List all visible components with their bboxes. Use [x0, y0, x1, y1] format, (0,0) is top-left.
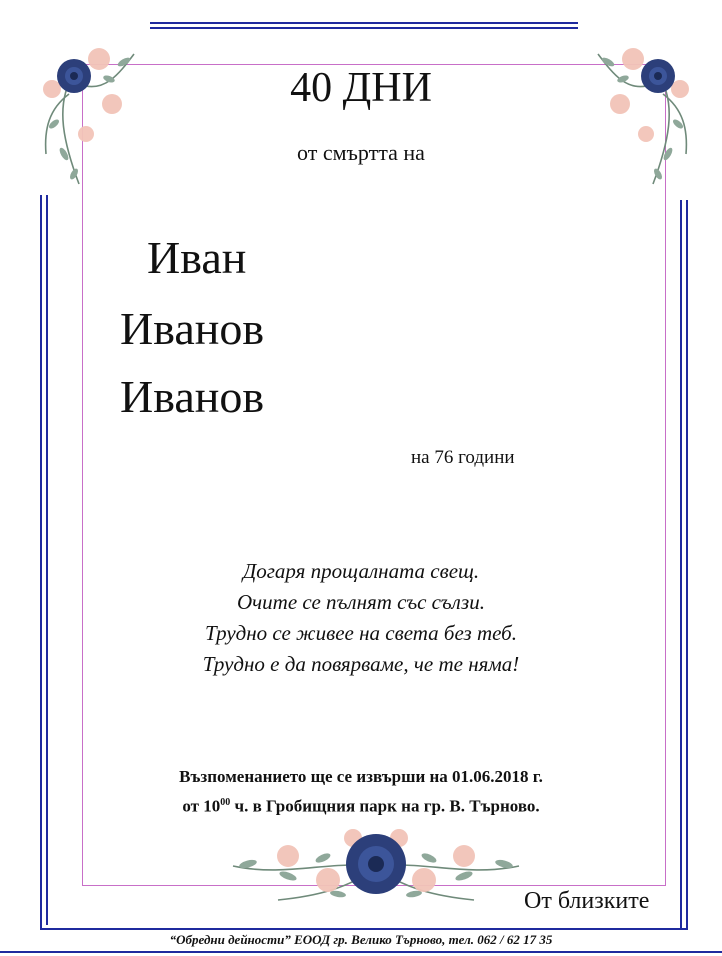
memorial-time-hour: от 10	[182, 796, 221, 816]
deceased-age: на 76 години	[411, 447, 515, 468]
frame-bottom-line-2	[0, 951, 722, 953]
floral-corner-top-right	[588, 34, 698, 194]
memorial-place: ч. в Гробищния парк на гр. В. Търново.	[230, 796, 540, 816]
floral-corner-top-left	[34, 34, 144, 194]
frame-top-line-2	[150, 27, 578, 29]
poem-line-4: Трудно е да повярваме, че те няма!	[202, 652, 520, 676]
poem-line-2: Очите се пълнят със сълзи.	[236, 590, 485, 614]
memorial-line-1: Възпоменанието ще се извърши на 01.06.2018 г.	[179, 767, 543, 786]
deceased-first-name: Иван	[147, 232, 247, 283]
poem-line-1: Догаря прощалната свещ.	[242, 559, 480, 583]
footer-publisher: “Обредни дейности” ЕООД гр. Велико Търново, тел. 062 / 62 17 35	[169, 932, 553, 947]
inner-frame	[82, 64, 666, 886]
memorial-line-2	[0, 791, 722, 819]
poem-line-3: Трудно се живее на света без теб.	[205, 621, 517, 645]
frame-bottom-line-1	[40, 928, 688, 930]
memorial-time-minutes: 00	[220, 797, 231, 808]
frame-top-line-1	[150, 22, 578, 24]
deceased-last-name: Иванов	[120, 371, 265, 422]
floral-bouquet-bottom	[228, 818, 524, 910]
signature: От близките	[524, 888, 650, 914]
notice-title: 40 ДНИ	[290, 65, 432, 111]
notice-subtitle: от смъртта на	[297, 140, 425, 165]
deceased-middle-name: Иванов	[120, 303, 265, 354]
